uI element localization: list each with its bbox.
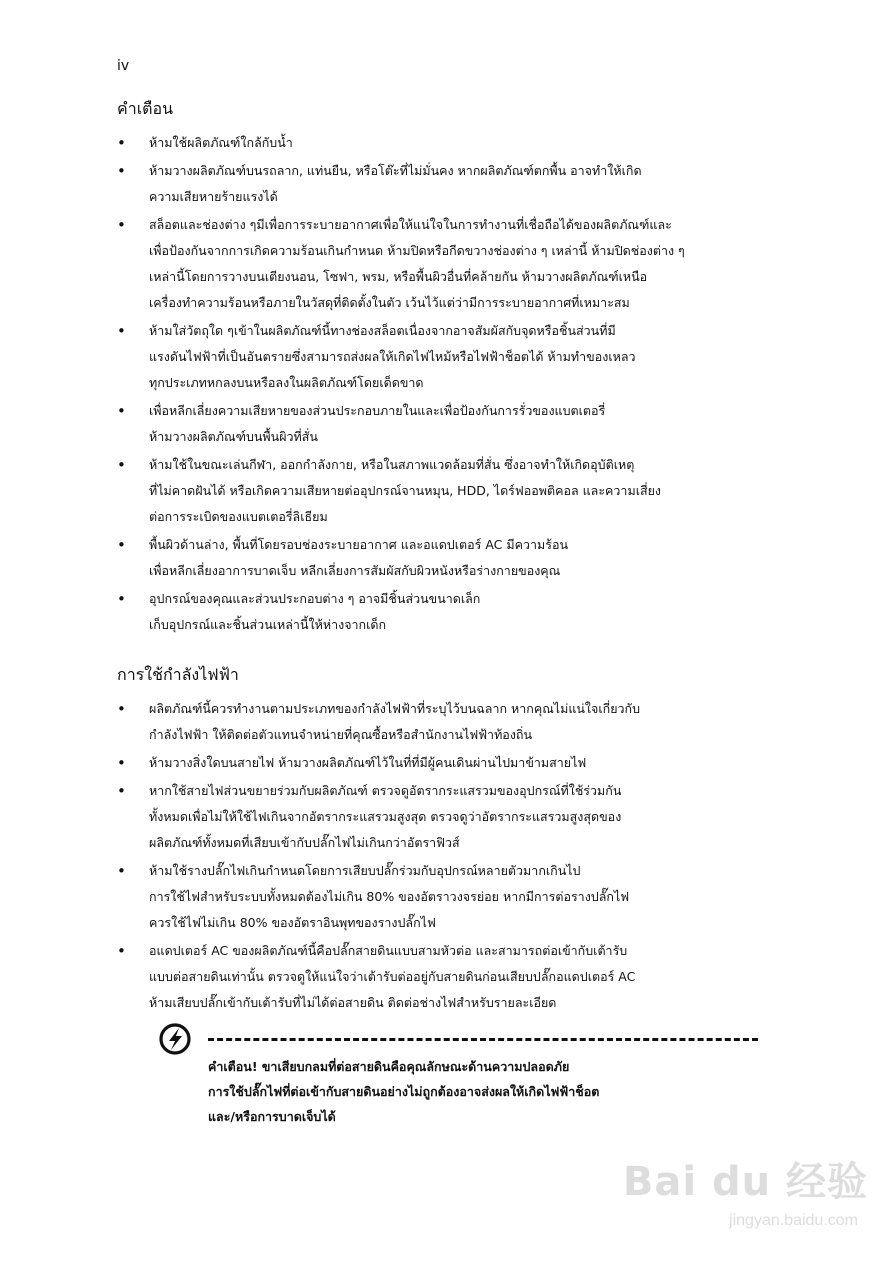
section-warnings (117, 98, 817, 640)
warning-line: การใช้ปลั๊กไฟที่ต่อเข้ากับสายดินอย่างไม่ถูกต้องอาจส่งผลให้เกิดไฟฟ้าช็อต (208, 1084, 600, 1099)
list-item-line: • อแดปเตอร์ AC ของผลิตภัณฑ์นี้คือปลั๊กสายดินแบบสามหัวต่อ และสามารถต่อเข้ากับเต้ารับ (149, 943, 628, 958)
list-item (117, 130, 817, 156)
bullet-list (117, 130, 817, 638)
list-item (117, 858, 817, 936)
list-item-line: ที่ไม่คาดฝันได้ หรือเกิดความเสียหายต่ออุปกรณ์จานหมุน, HDD, ไดร์ฟออพติคอล และความเสี่ยง (149, 483, 662, 498)
list-item-line: • ห้ามใส่วัตถุใด ๆเข้าในผลิตภัณฑ์นี้ทางช่องสล็อตเนื่องจากอาจสัมผัสกับจุดหรือชิ้นส่วนที่มี (149, 323, 616, 338)
list-item-line: • สล็อตและช่องต่าง ๆมีเพื่อการระบายอากาศเพื่อให้แน่ใจในการทำงานที่เชื่อถือได้ของผลิตภัณฑ์และ (149, 217, 672, 232)
list-item-line: ทุกประเภทหกลงบนหรือลงในผลิตภัณฑ์โดยเด็ดขาด (149, 375, 424, 390)
section-title: คำเตือน (117, 99, 174, 118)
list-item-line: แรงดันไฟฟ้าที่เป็นอันตรายซึ่งสามารถส่งผลให้เกิดไฟไหม้หรือไฟฟ้าช็อตได้ ห้ามทำของเหลว (149, 349, 636, 364)
warning-divider (208, 1038, 758, 1041)
list-item-line: ห้ามวางผลิตภัณฑ์บนพื้นผิวที่สั่น (149, 429, 318, 444)
list-item-line: • ห้ามวางผลิตภัณฑ์บนรถลาก, แท่นยืน, หรือโต๊ะที่ไม่มั่นคง หากผลิตภัณฑ์ตกพื้น อาจทำให้เกิด (149, 163, 642, 178)
list-item-line: ความเสียหายร้ายแรงได้ (149, 189, 278, 204)
list-item (117, 938, 817, 1016)
list-item (117, 212, 817, 316)
section-title: การใช้กำลังไฟฟ้า (117, 665, 239, 684)
list-item-line: ต่อการระเบิดของแบตเตอรี่ลิเธียม (149, 509, 328, 524)
list-item-line: • หากใช้สายไฟส่วนขยายร่วมกับผลิตภัณฑ์ ตรวจดูอัตรากระแสรวมของอุปกรณ์ที่ใช้ร่วมกัน (149, 783, 622, 798)
warning-text (208, 1054, 758, 1129)
list-item (117, 158, 817, 210)
list-item-line: • พื้นผิวด้านล่าง, พื้นที่โดยรอบช่องระบายอากาศ และอแดปเตอร์ AC มีความร้อน (149, 537, 569, 552)
list-item-line: กำลังไฟฟ้า ให้ติดต่อตัวแทนจำหน่ายที่คุณซื้อหรือสำนักงานไฟฟ้าท้องถิ่น (149, 727, 533, 742)
list-item-line: เหล่านี้โดยการวางบนเตียงนอน, โซฟา, พรม, หรือพื้นผิวอื่นที่คล้ายกัน ห้ามวางผลิตภัณฑ์เหนือ (149, 269, 648, 284)
list-item (117, 778, 817, 856)
list-item-line: • ผลิตภัณฑ์นี้ควรทำงานตามประเภทของกำลังไฟฟ้าที่ระบุไว้บนฉลาก หากคุณไม่แน่ใจเกี่ยวกับ (149, 701, 641, 716)
list-item-line: ควรใช้ไฟไม่เกิน 80% ของอัตราอินพุทของรางปลั๊กไฟ (149, 915, 436, 930)
list-item-line: • อุปกรณ์ของคุณและส่วนประกอบต่าง ๆ อาจมีชิ้นส่วนขนาดเล็ก (149, 591, 481, 606)
section-power (117, 664, 817, 1018)
bullet-list (117, 696, 817, 1016)
list-item (117, 452, 817, 530)
list-item-line: • เพื่อหลีกเลี่ยงความเสียหายของส่วนประกอบภายในและเพื่อป้องกันการรั่วของแบตเตอรี่ (149, 403, 606, 418)
list-item-line: การใช้ไฟสำหรับระบบทั้งหมดต้องไม่เกิน 80% ของอัตราวงจรย่อย หากมีการต่อรางปลั๊กไฟ (149, 889, 630, 904)
list-item-line: • ห้ามใช้รางปลั๊กไฟเกินกำหนดโดยการเสียบปลั๊กร่วมกับอุปกรณ์หลายตัวมากเกินไป (149, 863, 581, 878)
watermark-url: jingyan.baidu.com (729, 1212, 858, 1229)
list-item (117, 750, 817, 776)
list-item-line: เก็บอุปกรณ์และชิ้นส่วนเหล่านี้ให้ห่างจากเด็ก (149, 617, 387, 632)
list-item-line: ผลิตภัณฑ์ทั้งหมดที่เสียบเข้ากับปลั๊กไฟไม่เกินกว่าอัตราฟิวส์ (149, 835, 460, 850)
list-item (117, 586, 817, 638)
list-item (117, 398, 817, 450)
list-item (117, 696, 817, 748)
list-item-line: • ห้ามใช้ในขณะเล่นกีฬา, ออกกำลังกาย, หรือในสภาพแวดล้อมที่สั่น ซึ่งอาจทำให้เกิดอุบัติเหตุ (149, 457, 635, 472)
list-item-line: • ห้ามใช้ผลิตภัณฑ์ใกล้กับน้ำ (149, 135, 293, 150)
list-item-line: เพื่อหลีกเลี่ยงอาการบาดเจ็บ หลีกเลี่ยงการสัมผัสกับผิวหนังหรือร่างกายของคุณ (149, 563, 561, 578)
list-item-line: • ห้ามวางสิ่งใดบนสายไฟ ห้ามวางผลิตภัณฑ์ไว้ในที่ที่มีผู้คนเดินผ่านไปมาข้ามสายไฟ (149, 755, 587, 770)
list-item-line: เครื่องทำความร้อนหรือภายในวัสดุที่ติดตั้งในตัว เว้นไว้แต่ว่ามีการระบายอากาศที่เหมาะสม (149, 295, 630, 310)
warning-line: คำเตือน! ขาเสียบกลมที่ต่อสายดินคือคุณลักษณะด้านความปลอดภัย (208, 1059, 570, 1074)
list-item (117, 318, 817, 396)
list-item-line: ทั้งหมดเพื่อไม่ให้ใช้ไฟเกินจากอัตรากระแสรวมสูงสุด ตรวจดูว่าอัตรากระแสรวมสูงสุดของ (149, 809, 622, 824)
list-item (117, 532, 817, 584)
watermark-logo: Bai du 经验 (622, 1159, 868, 1205)
page-number: iv (117, 58, 130, 74)
list-item-line: เพื่อป้องกันจากการเกิดความร้อนเกินกำหนด ห้ามปิดหรือกีดขวางช่องต่าง ๆ เหล่านี้ ห้ามปิดช่องต่าง ๆ (149, 243, 685, 258)
warning-line: และ/หรือการบาดเจ็บได้ (208, 1109, 336, 1124)
list-item-line: แบบต่อสายดินเท่านั้น ตรวจดูให้แน่ใจว่าเต้ารับต่ออยู่กับสายดินก่อนเสียบปลั๊กอแดปเตอร์ AC (149, 969, 636, 984)
list-item-line: ห้ามเสียบปลั๊กเข้ากับเต้ารับที่ไม่ได้ต่อสายดิน ติดต่อช่างไฟสำหรับรายละเอียด (149, 995, 557, 1010)
watermark (608, 1150, 868, 1250)
high-voltage-warning-icon (158, 1022, 192, 1056)
